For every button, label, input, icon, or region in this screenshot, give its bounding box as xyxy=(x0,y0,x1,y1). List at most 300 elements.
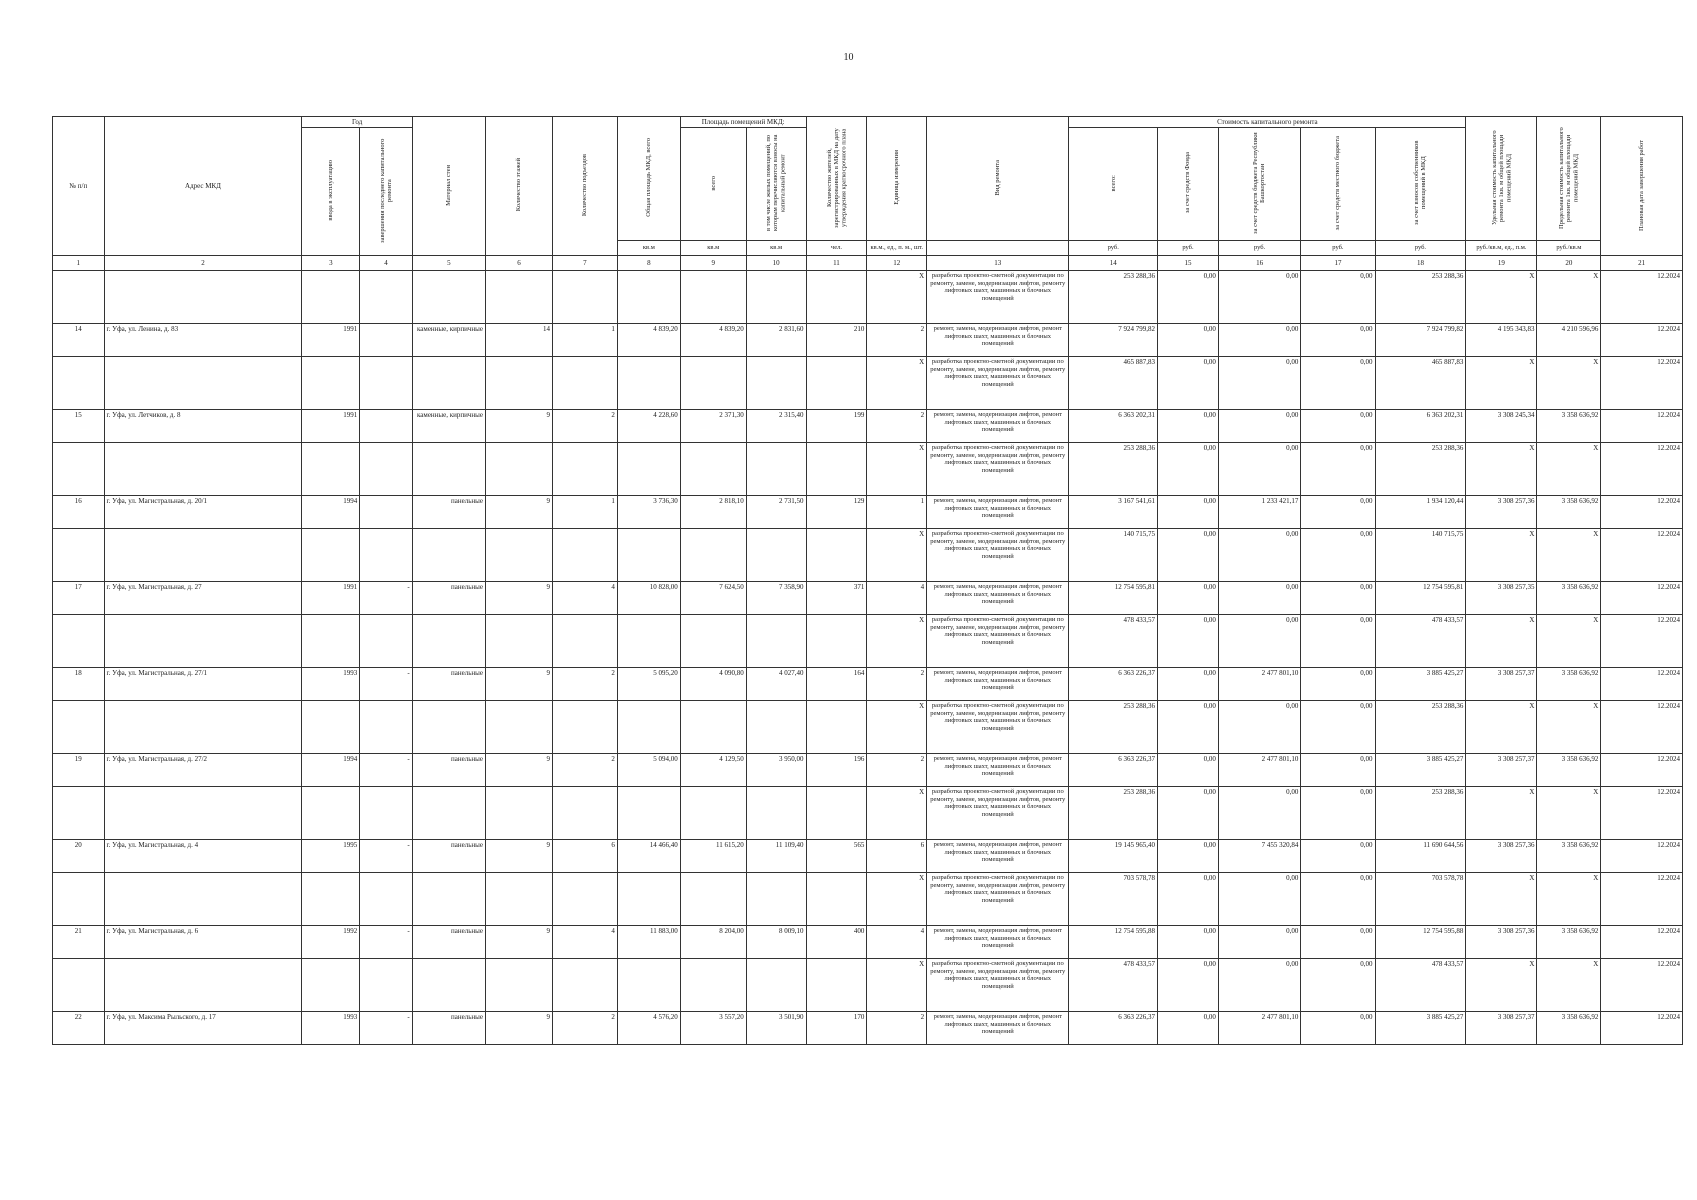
table-row-building xyxy=(53,754,1683,787)
empty-cell xyxy=(746,787,806,840)
row-unit-measure: X xyxy=(867,873,927,926)
row-cost-total: 6 363 202,31 xyxy=(1069,410,1158,443)
empty-cell xyxy=(302,529,360,582)
row-work-type: ремонт, замена, модернизация лифтов, ремонт лифтовых шахт, машинных и блочных помещений xyxy=(927,926,1069,959)
row-cost-owners: 140 715,75 xyxy=(1375,529,1466,582)
header-row-1 xyxy=(53,117,1683,128)
row-cost-republic: 2 477 801,10 xyxy=(1218,754,1300,787)
empty-cell xyxy=(360,787,413,840)
row-residents: 196 xyxy=(806,754,867,787)
unit-cell: руб. xyxy=(1375,241,1466,256)
row-entrances: 2 xyxy=(552,410,617,443)
row-cost-republic: 0,00 xyxy=(1218,582,1300,615)
header-unit-measure: Единица измерения xyxy=(867,117,927,241)
row-year-commission: 1993 xyxy=(302,668,360,701)
row-year-commission: 1991 xyxy=(302,582,360,615)
row-year-last-repair xyxy=(360,410,413,443)
empty-cell xyxy=(104,529,302,582)
row-unit-cost: 3 308 257,37 xyxy=(1466,668,1537,701)
table-row-design-work xyxy=(53,873,1683,926)
row-address: г. Уфа, ул. Магистральная, д. 20/1 xyxy=(104,496,302,529)
row-cost-total: 6 363 226,37 xyxy=(1069,1012,1158,1045)
column-number: 21 xyxy=(1601,256,1683,271)
row-year-last-repair: - xyxy=(360,1012,413,1045)
row-entrances: 4 xyxy=(552,582,617,615)
row-wall-material: панельные xyxy=(412,1012,485,1045)
table-row-design-work xyxy=(53,529,1683,582)
row-work-type: разработка проектно-сметной документации по ремонту, замене, модернизации лифтов, ремонту лифтовых шахт, машинных и блочных помещений xyxy=(927,787,1069,840)
row-total-area: 5 094,00 xyxy=(617,754,680,787)
row-cost-republic: 2 477 801,10 xyxy=(1218,668,1300,701)
header-entrances: Количество подъездов xyxy=(552,117,617,256)
row-cost-local: 0,00 xyxy=(1301,787,1375,840)
row-cost-fund: 0,00 xyxy=(1158,271,1219,324)
row-number: 17 xyxy=(53,582,105,615)
row-premises-total: 4 129,50 xyxy=(680,754,746,787)
row-unit-cost: X xyxy=(1466,443,1537,496)
row-cost-owners: 3 885 425,27 xyxy=(1375,668,1466,701)
row-cost-republic: 0,00 xyxy=(1218,959,1300,1012)
empty-cell xyxy=(360,271,413,324)
row-number: 18 xyxy=(53,668,105,701)
table-row-building xyxy=(53,840,1683,873)
column-number: 17 xyxy=(1301,256,1375,271)
header-floors: Количество этажей xyxy=(485,117,552,256)
header-year-commission: ввода в эксплуатацию xyxy=(302,128,360,256)
row-floors: 9 xyxy=(485,582,552,615)
row-year-commission: 1991 xyxy=(302,410,360,443)
row-unit-measure: 1 xyxy=(867,496,927,529)
row-cost-owners: 478 433,57 xyxy=(1375,959,1466,1012)
row-total-area: 4 228,60 xyxy=(617,410,680,443)
row-entrances: 1 xyxy=(552,324,617,357)
empty-cell xyxy=(617,959,680,1012)
row-number: 19 xyxy=(53,754,105,787)
row-cost-local: 0,00 xyxy=(1301,840,1375,873)
row-cost-total: 465 887,83 xyxy=(1069,357,1158,410)
row-cost-republic: 0,00 xyxy=(1218,926,1300,959)
row-residents: 565 xyxy=(806,840,867,873)
header-residents: Количество жителей, зарегистрированных в МКД на дату утверждения краткосрочного плана xyxy=(806,117,867,241)
header-num: № п/п xyxy=(53,117,105,256)
empty-cell xyxy=(617,271,680,324)
row-work-type: разработка проектно-сметной документации по ремонту, замене, модернизации лифтов, ремонту лифтовых шахт, машинных и блочных помещений xyxy=(927,271,1069,324)
unit-cell: руб. xyxy=(1218,241,1300,256)
row-premises-total: 4 839,20 xyxy=(680,324,746,357)
row-cost-local: 0,00 xyxy=(1301,701,1375,754)
row-cost-owners: 253 288,36 xyxy=(1375,271,1466,324)
row-cost-local: 0,00 xyxy=(1301,959,1375,1012)
row-cost-fund: 0,00 xyxy=(1158,410,1219,443)
row-work-type: ремонт, замена, модернизация лифтов, ремонт лифтовых шахт, машинных и блочных помещений xyxy=(927,496,1069,529)
empty-cell xyxy=(680,357,746,410)
row-year-commission: 1994 xyxy=(302,496,360,529)
row-max-cost: 3 358 636,92 xyxy=(1537,410,1601,443)
row-premises-paying: 2 315,40 xyxy=(746,410,806,443)
table-row-building xyxy=(53,926,1683,959)
row-address: г. Уфа, ул. Магистральная, д. 27 xyxy=(104,582,302,615)
row-deadline: 12.2024 xyxy=(1601,615,1683,668)
empty-cell xyxy=(412,271,485,324)
row-max-cost: X xyxy=(1537,615,1601,668)
row-work-type: ремонт, замена, модернизация лифтов, ремонт лифтовых шахт, машинных и блочных помещений xyxy=(927,410,1069,443)
empty-cell xyxy=(680,443,746,496)
row-cost-local: 0,00 xyxy=(1301,271,1375,324)
empty-cell xyxy=(680,615,746,668)
row-max-cost: X xyxy=(1537,873,1601,926)
row-year-last-repair: - xyxy=(360,754,413,787)
row-deadline: 12.2024 xyxy=(1601,357,1683,410)
row-unit-cost: 3 308 257,36 xyxy=(1466,496,1537,529)
row-deadline: 12.2024 xyxy=(1601,959,1683,1012)
empty-cell xyxy=(53,529,105,582)
row-cost-total: 253 288,36 xyxy=(1069,701,1158,754)
empty-cell xyxy=(806,701,867,754)
table-row-building xyxy=(53,496,1683,529)
empty-cell xyxy=(412,787,485,840)
empty-cell xyxy=(552,443,617,496)
header-year-group: Год xyxy=(302,117,412,128)
row-cost-owners: 11 690 644,56 xyxy=(1375,840,1466,873)
row-cost-owners: 253 288,36 xyxy=(1375,701,1466,754)
row-cost-local: 0,00 xyxy=(1301,615,1375,668)
column-number: 14 xyxy=(1069,256,1158,271)
table-row-design-work xyxy=(53,701,1683,754)
empty-cell xyxy=(617,357,680,410)
table-row-design-work xyxy=(53,787,1683,840)
empty-cell xyxy=(552,701,617,754)
column-number: 3 xyxy=(302,256,360,271)
row-unit-cost: X xyxy=(1466,615,1537,668)
header-deadline: Плановая дата завершения работ xyxy=(1601,117,1683,256)
row-cost-fund: 0,00 xyxy=(1158,443,1219,496)
row-cost-fund: 0,00 xyxy=(1158,840,1219,873)
row-total-area: 10 828,00 xyxy=(617,582,680,615)
empty-cell xyxy=(53,443,105,496)
row-residents: 170 xyxy=(806,1012,867,1045)
row-year-commission: 1995 xyxy=(302,840,360,873)
row-residents: 210 xyxy=(806,324,867,357)
row-premises-paying: 3 950,00 xyxy=(746,754,806,787)
unit-cell: кв.м., ед., п. м., шт. xyxy=(867,241,927,256)
row-number: 14 xyxy=(53,324,105,357)
header-wall-material: Материал стен xyxy=(412,117,485,256)
row-cost-owners: 12 754 595,81 xyxy=(1375,582,1466,615)
row-deadline: 12.2024 xyxy=(1601,410,1683,443)
empty-cell xyxy=(806,873,867,926)
row-year-commission: 1992 xyxy=(302,926,360,959)
empty-cell xyxy=(485,873,552,926)
row-cost-republic: 0,00 xyxy=(1218,529,1300,582)
empty-cell xyxy=(746,959,806,1012)
empty-cell xyxy=(53,873,105,926)
row-cost-republic: 0,00 xyxy=(1218,787,1300,840)
row-cost-total: 140 715,75 xyxy=(1069,529,1158,582)
row-cost-owners: 253 288,36 xyxy=(1375,443,1466,496)
column-number-row xyxy=(53,256,1683,271)
row-deadline: 12.2024 xyxy=(1601,1012,1683,1045)
row-cost-total: 6 363 226,37 xyxy=(1069,754,1158,787)
row-cost-republic: 0,00 xyxy=(1218,410,1300,443)
row-premises-total: 3 557,20 xyxy=(680,1012,746,1045)
row-max-cost: 4 210 596,96 xyxy=(1537,324,1601,357)
table-row-design-work xyxy=(53,357,1683,410)
empty-cell xyxy=(746,529,806,582)
empty-cell xyxy=(302,615,360,668)
row-wall-material: каменные, кирпичные xyxy=(412,410,485,443)
row-deadline: 12.2024 xyxy=(1601,443,1683,496)
row-deadline: 12.2024 xyxy=(1601,873,1683,926)
row-cost-fund: 0,00 xyxy=(1158,357,1219,410)
row-wall-material: панельные xyxy=(412,926,485,959)
row-max-cost: X xyxy=(1537,529,1601,582)
column-number: 4 xyxy=(360,256,413,271)
empty-cell xyxy=(302,701,360,754)
empty-cell xyxy=(485,529,552,582)
row-year-commission: 1994 xyxy=(302,754,360,787)
row-year-last-repair: - xyxy=(360,840,413,873)
empty-cell xyxy=(617,443,680,496)
empty-cell xyxy=(53,701,105,754)
empty-cell xyxy=(412,959,485,1012)
capital-repair-table xyxy=(52,116,1683,1045)
table-row-design-work xyxy=(53,959,1683,1012)
empty-cell xyxy=(617,701,680,754)
empty-cell xyxy=(680,701,746,754)
row-premises-paying: 7 358,90 xyxy=(746,582,806,615)
row-floors: 9 xyxy=(485,754,552,787)
row-unit-measure: 2 xyxy=(867,754,927,787)
row-cost-fund: 0,00 xyxy=(1158,754,1219,787)
row-cost-owners: 3 885 425,27 xyxy=(1375,754,1466,787)
row-number: 20 xyxy=(53,840,105,873)
row-unit-measure: 4 xyxy=(867,926,927,959)
empty-cell xyxy=(53,271,105,324)
row-premises-paying: 3 501,90 xyxy=(746,1012,806,1045)
empty-cell xyxy=(104,701,302,754)
row-cost-republic: 0,00 xyxy=(1218,873,1300,926)
row-floors: 14 xyxy=(485,324,552,357)
row-cost-owners: 703 578,78 xyxy=(1375,873,1466,926)
row-cost-local: 0,00 xyxy=(1301,668,1375,701)
row-cost-fund: 0,00 xyxy=(1158,959,1219,1012)
row-cost-owners: 1 934 120,44 xyxy=(1375,496,1466,529)
row-year-commission: 1993 xyxy=(302,1012,360,1045)
row-cost-fund: 0,00 xyxy=(1158,926,1219,959)
row-cost-fund: 0,00 xyxy=(1158,873,1219,926)
row-cost-local: 0,00 xyxy=(1301,873,1375,926)
row-unit-measure: 6 xyxy=(867,840,927,873)
row-unit-measure: X xyxy=(867,443,927,496)
column-number: 2 xyxy=(104,256,302,271)
empty-cell xyxy=(806,529,867,582)
row-cost-owners: 12 754 595,88 xyxy=(1375,926,1466,959)
row-cost-republic: 0,00 xyxy=(1218,443,1300,496)
row-unit-cost: 3 308 257,36 xyxy=(1466,840,1537,873)
row-wall-material: панельные xyxy=(412,582,485,615)
empty-cell xyxy=(617,787,680,840)
row-wall-material: панельные xyxy=(412,754,485,787)
row-number: 16 xyxy=(53,496,105,529)
row-max-cost: 3 358 636,92 xyxy=(1537,582,1601,615)
row-cost-republic: 1 233 421,17 xyxy=(1218,496,1300,529)
row-max-cost: X xyxy=(1537,787,1601,840)
row-total-area: 14 466,40 xyxy=(617,840,680,873)
row-cost-total: 12 754 595,81 xyxy=(1069,582,1158,615)
empty-cell xyxy=(53,615,105,668)
table-row-building xyxy=(53,582,1683,615)
row-premises-total: 4 090,80 xyxy=(680,668,746,701)
empty-cell xyxy=(806,959,867,1012)
row-deadline: 12.2024 xyxy=(1601,668,1683,701)
row-floors: 9 xyxy=(485,1012,552,1045)
row-cost-republic: 7 455 320,84 xyxy=(1218,840,1300,873)
empty-cell xyxy=(104,443,302,496)
empty-cell xyxy=(552,357,617,410)
row-premises-paying: 2 831,60 xyxy=(746,324,806,357)
row-premises-total: 2 371,30 xyxy=(680,410,746,443)
row-unit-cost: 4 195 343,83 xyxy=(1466,324,1537,357)
empty-cell xyxy=(412,357,485,410)
row-work-type: ремонт, замена, модернизация лифтов, ремонт лифтовых шахт, машинных и блочных помещений xyxy=(927,754,1069,787)
row-deadline: 12.2024 xyxy=(1601,271,1683,324)
header-address: Адрес МКД xyxy=(104,117,302,256)
row-address: г. Уфа, ул. Ленина, д. 83 xyxy=(104,324,302,357)
row-number: 22 xyxy=(53,1012,105,1045)
row-cost-republic: 0,00 xyxy=(1218,615,1300,668)
column-number: 19 xyxy=(1466,256,1537,271)
row-entrances: 2 xyxy=(552,1012,617,1045)
row-address: г. Уфа, ул. Магистральная, д. 27/1 xyxy=(104,668,302,701)
empty-cell xyxy=(360,873,413,926)
empty-cell xyxy=(360,443,413,496)
empty-cell xyxy=(485,787,552,840)
column-number: 8 xyxy=(617,256,680,271)
row-max-cost: 3 358 636,92 xyxy=(1537,754,1601,787)
empty-cell xyxy=(360,357,413,410)
empty-cell xyxy=(485,271,552,324)
row-cost-republic: 0,00 xyxy=(1218,357,1300,410)
row-unit-measure: 2 xyxy=(867,1012,927,1045)
row-floors: 9 xyxy=(485,410,552,443)
row-max-cost: X xyxy=(1537,443,1601,496)
header-cost-owners: за счет взносов собственников помещений в МКД xyxy=(1375,128,1466,241)
header-year-last-repair: завершения последнего капитального ремонта xyxy=(360,128,413,256)
row-unit-measure: X xyxy=(867,357,927,410)
column-number: 10 xyxy=(746,256,806,271)
empty-cell xyxy=(412,873,485,926)
row-deadline: 12.2024 xyxy=(1601,926,1683,959)
row-residents: 400 xyxy=(806,926,867,959)
row-residents: 164 xyxy=(806,668,867,701)
row-work-type: ремонт, замена, модернизация лифтов, ремонт лифтовых шахт, машинных и блочных помещений xyxy=(927,668,1069,701)
row-deadline: 12.2024 xyxy=(1601,840,1683,873)
column-number: 6 xyxy=(485,256,552,271)
row-max-cost: 3 358 636,92 xyxy=(1537,496,1601,529)
column-number: 7 xyxy=(552,256,617,271)
unit-cell: руб./кв.м xyxy=(1537,241,1601,256)
column-number: 9 xyxy=(680,256,746,271)
row-year-last-repair xyxy=(360,496,413,529)
table-body xyxy=(53,271,1683,1045)
empty-cell xyxy=(412,529,485,582)
unit-cell: руб. xyxy=(1301,241,1375,256)
row-number: 21 xyxy=(53,926,105,959)
unit-cell: руб. xyxy=(1158,241,1219,256)
row-cost-local: 0,00 xyxy=(1301,582,1375,615)
row-total-area: 4 839,20 xyxy=(617,324,680,357)
column-number: 15 xyxy=(1158,256,1219,271)
row-work-type: разработка проектно-сметной документации по ремонту, замене, модернизации лифтов, ремонту лифтовых шахт, машинных и блочных помещений xyxy=(927,443,1069,496)
row-max-cost: 3 358 636,92 xyxy=(1537,668,1601,701)
row-cost-fund: 0,00 xyxy=(1158,324,1219,357)
column-number: 18 xyxy=(1375,256,1466,271)
header-unit-cost: Удельная стоимость капитального ремонта 1кв. м общей площади помещений МКД xyxy=(1466,117,1537,241)
row-wall-material: каменные, кирпичные xyxy=(412,324,485,357)
unit-cell: кв.м xyxy=(746,241,806,256)
row-unit-cost: 3 308 257,37 xyxy=(1466,754,1537,787)
row-address: г. Уфа, ул. Максима Рыльского, д. 17 xyxy=(104,1012,302,1045)
row-max-cost: X xyxy=(1537,959,1601,1012)
unit-cell: руб. xyxy=(1069,241,1158,256)
header-premises-total: всего xyxy=(680,128,746,241)
empty-cell xyxy=(680,873,746,926)
row-premises-total: 7 624,50 xyxy=(680,582,746,615)
header-premises-group: Площадь помещений МКД: xyxy=(680,117,806,128)
row-premises-paying: 2 731,50 xyxy=(746,496,806,529)
row-cost-owners: 478 433,57 xyxy=(1375,615,1466,668)
row-work-type: ремонт, замена, модернизация лифтов, ремонт лифтовых шахт, машинных и блочных помещений xyxy=(927,582,1069,615)
row-cost-fund: 0,00 xyxy=(1158,496,1219,529)
row-cost-total: 3 167 541,61 xyxy=(1069,496,1158,529)
header-work-type: Вид ремонта xyxy=(927,117,1069,241)
header-total-area: Общая площадь МКД, всего xyxy=(617,117,680,241)
row-cost-owners: 6 363 202,31 xyxy=(1375,410,1466,443)
row-unit-cost: X xyxy=(1466,701,1537,754)
row-work-type: ремонт, замена, модернизация лифтов, ремонт лифтовых шахт, машинных и блочных помещений xyxy=(927,840,1069,873)
row-cost-total: 703 578,78 xyxy=(1069,873,1158,926)
empty-cell xyxy=(302,873,360,926)
column-number: 20 xyxy=(1537,256,1601,271)
row-floors: 9 xyxy=(485,926,552,959)
header-premises-paying: в том числе жилых помещений, по которым перечисляются взносы на капитальный ремонт xyxy=(746,128,806,241)
row-cost-fund: 0,00 xyxy=(1158,615,1219,668)
row-work-type: разработка проектно-сметной документации по ремонту, замене, модернизации лифтов, ремонту лифтовых шахт, машинных и блочных помещений xyxy=(927,357,1069,410)
empty-cell xyxy=(53,959,105,1012)
header-cost-local: за счет средств местного бюджета xyxy=(1301,128,1375,241)
empty-cell xyxy=(104,787,302,840)
row-address: г. Уфа, ул. Магистральная, д. 27/2 xyxy=(104,754,302,787)
empty-cell xyxy=(485,357,552,410)
table-row-design-work xyxy=(53,443,1683,496)
row-wall-material: панельные xyxy=(412,668,485,701)
empty-cell xyxy=(104,271,302,324)
empty-cell xyxy=(746,357,806,410)
row-unit-measure: X xyxy=(867,959,927,1012)
empty-cell xyxy=(806,615,867,668)
row-cost-local: 0,00 xyxy=(1301,357,1375,410)
row-cost-fund: 0,00 xyxy=(1158,668,1219,701)
row-unit-cost: 3 308 257,37 xyxy=(1466,1012,1537,1045)
row-unit-cost: X xyxy=(1466,529,1537,582)
row-cost-total: 478 433,57 xyxy=(1069,959,1158,1012)
row-entrances: 2 xyxy=(552,754,617,787)
row-cost-total: 7 924 799,82 xyxy=(1069,324,1158,357)
empty-cell xyxy=(552,873,617,926)
empty-cell xyxy=(746,873,806,926)
table-row-building xyxy=(53,1012,1683,1045)
row-max-cost: X xyxy=(1537,701,1601,754)
